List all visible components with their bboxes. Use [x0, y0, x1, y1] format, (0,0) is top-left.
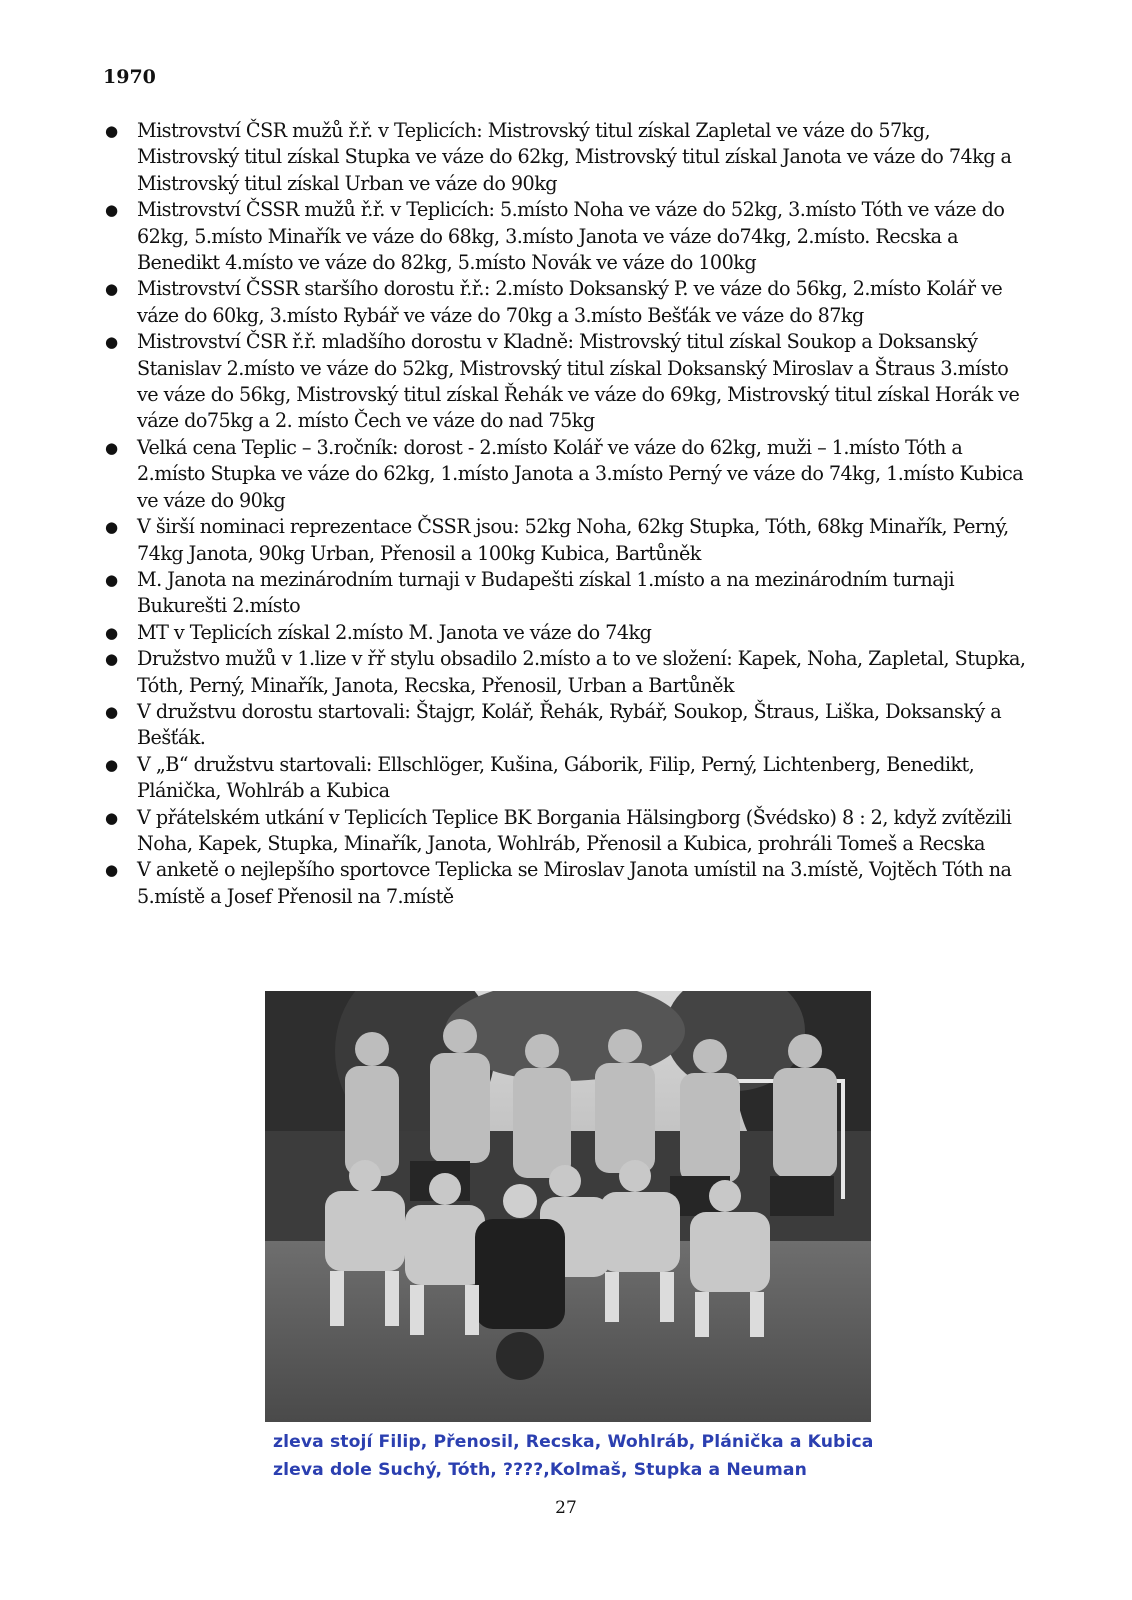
list-item-text: V přátelském utkání v Teplicích Teplice BK Borgania Hälsingborg (Švédsko) 8 : 2, když zvítězili Noha, Kapek, Stupka, Minařík, Janota, Wohlráb, Přenosil a Kubica, prohráli Tomeš a Recska [137, 805, 1012, 855]
list-item-text: M. Janota na mezinárodním turnaji v Budapešti získal 1.místo a na mezinárodním turnaji Bukurešti 2.místo [137, 567, 955, 618]
bullet-icon: ● [105, 755, 118, 774]
page-number: 27 [555, 1498, 577, 1518]
list-item [103, 567, 1033, 620]
bullet-icon: ● [105, 861, 118, 880]
events-list [103, 118, 1033, 910]
team-photo [265, 991, 871, 1422]
list-item [103, 857, 1033, 910]
bullet-icon: ● [105, 808, 118, 827]
list-item [103, 118, 1033, 197]
bullet-icon: ● [105, 438, 118, 457]
list-item-text: V širší nominaci reprezentace ČSSR jsou: 52kg Noha, 62kg Stupka, Tóth, 68kg Minařík, Perný, 74kg Janota, 90kg Urban, Přenosil a 100kg Kubica, Bartůněk [137, 515, 1009, 565]
list-item [103, 329, 1033, 435]
bullet-icon: ● [105, 702, 118, 721]
list-item [103, 620, 1033, 646]
list-item [103, 699, 1033, 752]
bullet-icon: ● [105, 570, 118, 589]
list-item-text: MT v Teplicích získal 2.místo M. Janota ve váze do 74kg [137, 620, 652, 644]
photo-caption [273, 1428, 893, 1484]
list-item-text: Mistrovství ČSSR mužů ř.ř. v Teplicích: 5.místo Noha ve váze do 52kg, 3.místo Tóth ve váze do 62kg, 5.místo Minařík ve váze do 68kg, 3.místo Janota ve váze do74kg, 2.místo. Recska a Benedikt 4.místo ve váze do 82kg, 5.místo Novák ve váze do 100kg [137, 198, 1005, 275]
list-item-text: V „B“ družstvu startovali: Ellschlöger, Kušina, Gáborik, Filip, Perný, Lichtenberg, Benedikt, Plánička, Wohlráb a Kubica [137, 752, 975, 803]
section-year-heading: 1970 [103, 66, 156, 88]
list-item-text: Mistrovství ČSR ř.ř. mladšího dorostu v Kladně: Mistrovský titul získal Soukop a Doksanský Stanislav 2.místo ve váze do 52kg, Mistrovský titul získal Doksanský Miroslav a Štraus 3.místo ve váze do 56kg, Mistrovský titul získal Řehák ve váze do 69kg, Mistrovský titul získal Horák ve váze do75kg a 2. místo Čech ve váze do nad 75kg [137, 330, 1020, 433]
list-item [103, 805, 1033, 858]
bullet-icon: ● [105, 333, 118, 352]
list-item-text: Mistrovství ČSR mužů ř.ř. v Teplicích: Mistrovský titul získal Zapletal ve váze do 57kg, Mistrovský titul získal Stupka ve váze do 62kg, Mistrovský titul získal Janota ve váze do 74kg a Mistrovský titul získal Urban ve váze do 90kg [137, 119, 1012, 195]
list-item-text: Mistrovství ČSSR staršího dorostu ř.ř.: 2.místo Doksanský P. ve váze do 56kg, 2.místo Kolář ve váze do 60kg, 3.místo Rybář ve váze do 70kg a 3.místo Bešťák ve váze do 87kg [137, 277, 1003, 327]
list-item [103, 276, 1033, 329]
bullet-icon: ● [105, 623, 118, 642]
list-item-text: V družstvu dorostu startovali: Štajgr, Kolář, Řehák, Rybář, Soukop, Štraus, Liška, Doksanský a Bešťák. [137, 699, 1002, 750]
bullet-icon: ● [105, 518, 118, 537]
list-item [103, 197, 1033, 276]
list-item [103, 514, 1033, 567]
caption-line: zleva stojí Filip, Přenosil, Recska, Wohlráb, Plánička a Kubica [273, 1432, 874, 1452]
caption-line: zleva dole Suchý, Tóth, ????,Kolmaš, Stupka a Neuman [273, 1460, 807, 1480]
list-item-text: Družstvo mužů v 1.lize v řř stylu obsadilo 2.místo a to ve složení: Kapek, Noha, Zapletal, Stupka, Tóth, Perný, Minařík, Janota, Recska, Přenosil, Urban a Bartůněk [137, 647, 1026, 697]
list-item [103, 435, 1033, 514]
bullet-icon: ● [105, 122, 118, 140]
list-item [103, 752, 1033, 805]
bullet-icon: ● [105, 650, 118, 669]
list-item-text: Velká cena Teplic – 3.ročník: dorost - 2.místo Kolář ve váze do 62kg, muži – 1.místo Tóth a 2.místo Stupka ve váze do 62kg, 1.místo Janota a 3.místo Perný ve váze do 74kg, 1.místo Kubica ve váze do 90kg [137, 435, 1024, 512]
bullet-icon: ● [105, 201, 118, 220]
bullet-icon: ● [105, 280, 118, 299]
list-item [103, 646, 1033, 699]
list-item-text: V anketě o nejlepšího sportovce Teplicka se Miroslav Janota umístil na 3.místě, Vojtěch Tóth na 5.místě a Josef Přenosil na 7.místě [137, 858, 1012, 908]
